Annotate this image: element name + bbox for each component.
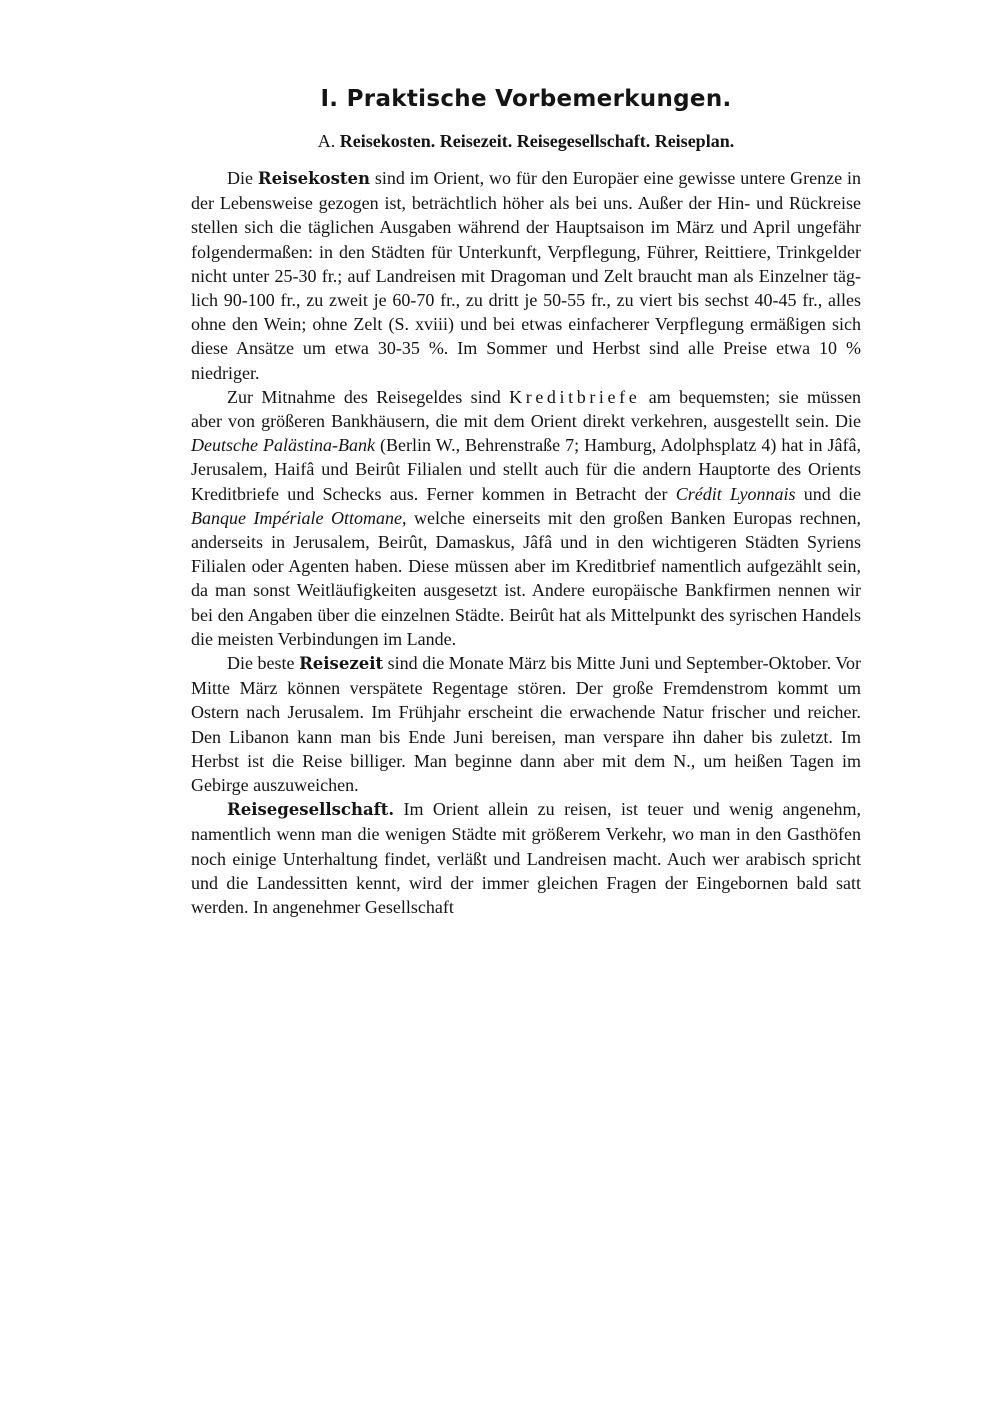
- paragraph-text: Im Orient allein zu reisen, ist teuer und wenig angenehm, namentlich wenn man die wenigen Städte mit größerem Verkehr, wo man in den Gasthöfen noch einige Unterhaltung findet, verläßt und Landreisen macht. Auch wer arabisch spricht und die Landessitten kennt, wird der immer gleichen Fragen der Eingebornen bald satt werden. In angenehmer Gesellschaft: [191, 799, 861, 918]
- paragraph-text: Die beste: [227, 653, 300, 674]
- bank-name-credit-lyonnais: Crédit Lyonnais: [675, 483, 796, 504]
- term-reisegesellschaft: Reisegesellschaft.: [227, 800, 395, 820]
- section-title: Reisekosten. Reisezeit. Reisegesellschaft. Reiseplan.: [339, 131, 735, 151]
- paragraph-text: (Berlin W., Behrenstraße 7; Hamburg, Adolphsplatz 4) hat in Jâfâ, Jerusalem, Haifâ und Beirût Filialen und stellt auch für die andern Hauptorte des Orients Kreditbriefe und Schecks aus. Ferner kommen in Betracht der: [191, 435, 861, 504]
- paragraph-reisezeit: [191, 651, 861, 797]
- paragraph-kreditbriefe: [191, 385, 861, 651]
- bank-name-ottomane: Banque Impériale Ottomane: [191, 507, 402, 528]
- paragraph-text: sind die Monate März bis Mitte Juni und September-Oktober. Vor Mitte März können verspätete Regentage stören. Der große Fremdenstrom kommt um Ostern nach Jerusalem. Im Frühjahr erscheint die erwachende Natur frischer und reicher. Den Libanon kann man bis Ende Juni bereisen, man verspare ihn daher bis zuletzt. Im Herbst ist die Reise billiger. Man beginne dann aber mit dem N., um heißen Tagen im Gebirge auszuweichen.: [191, 653, 861, 796]
- paragraph-text: Die: [227, 168, 258, 188]
- body-text: [191, 166, 861, 919]
- term-kreditbriefe: Kreditbriefe: [509, 386, 641, 407]
- term-reisekosten: Reisekosten: [257, 169, 370, 188]
- paragraph-text: und die: [795, 483, 862, 504]
- term-reisezeit: Reisezeit: [299, 654, 384, 674]
- paragraph-text: , welche einerseits mit den großen Banken Europas rechnen, anderseits in Jerusalem, Beirût, Damaskus, Jâfâ und in den wichtigeren Städten Syriens Filialen oder Agenten haben. Diese müssen aber im Kreditbrief namentlich aufgezählt sein, da man sonst Weitläufigkeiten ausgesetzt ist. Andere europäische Bankfirmen nennen wir bei den Angaben über die einzelnen Städte. Beirût hat als Mittelpunkt des syrischen Handels die meisten Verbindungen im Lande.: [191, 507, 861, 649]
- paragraph-text: am bequemsten; sie müssen aber von größeren Bankhäusern, die mit dem Orient direkt verkehren, ausgestellt sein. Die: [191, 386, 862, 432]
- section-marker: A.: [317, 131, 336, 151]
- paragraph-reisekosten: [191, 166, 861, 385]
- book-page: [191, 84, 861, 919]
- paragraph-reisegesellschaft: [191, 797, 861, 919]
- chapter-title: I. Praktische Vorbemerkungen.: [320, 86, 732, 112]
- bank-name-palaestina: Deutsche Palästina-Bank: [191, 435, 375, 456]
- paragraph-text: Zur Mitnahme des Reisegeldes sind: [227, 386, 510, 407]
- paragraph-text: sind im Orient, wo für den Europäer eine gewisse untere Grenze in der Lebensweise gezogen ist, beträchtlich höher als bei uns. Außer der Hin- und Rückreise stellen sich die täglichen Ausgaben während der Hauptsaison im März und April ungefähr folgendermaßen: in den Städten für Unterkunft, Verpflegung, Führer, Reittiere, Trinkgelder nicht unter 25-30 fr.; auf Landreisen mit Dragoman und Zelt braucht man als Einzelner täglich 90-100 fr., zu zweit je 60-70 fr., zu dritt je 50-55 fr., zu viert bis sechst 40-45 fr., alles ohne den Wein; ohne Zelt (S. xviii) und bei etwas einfacherer Verpflegung ermäßigen sich diese Ansätze um etwa 30-35 %. Im Sommer und Herbst sind alle Preise etwa 10 % niedriger.: [191, 168, 861, 383]
- section-heading: [191, 128, 861, 154]
